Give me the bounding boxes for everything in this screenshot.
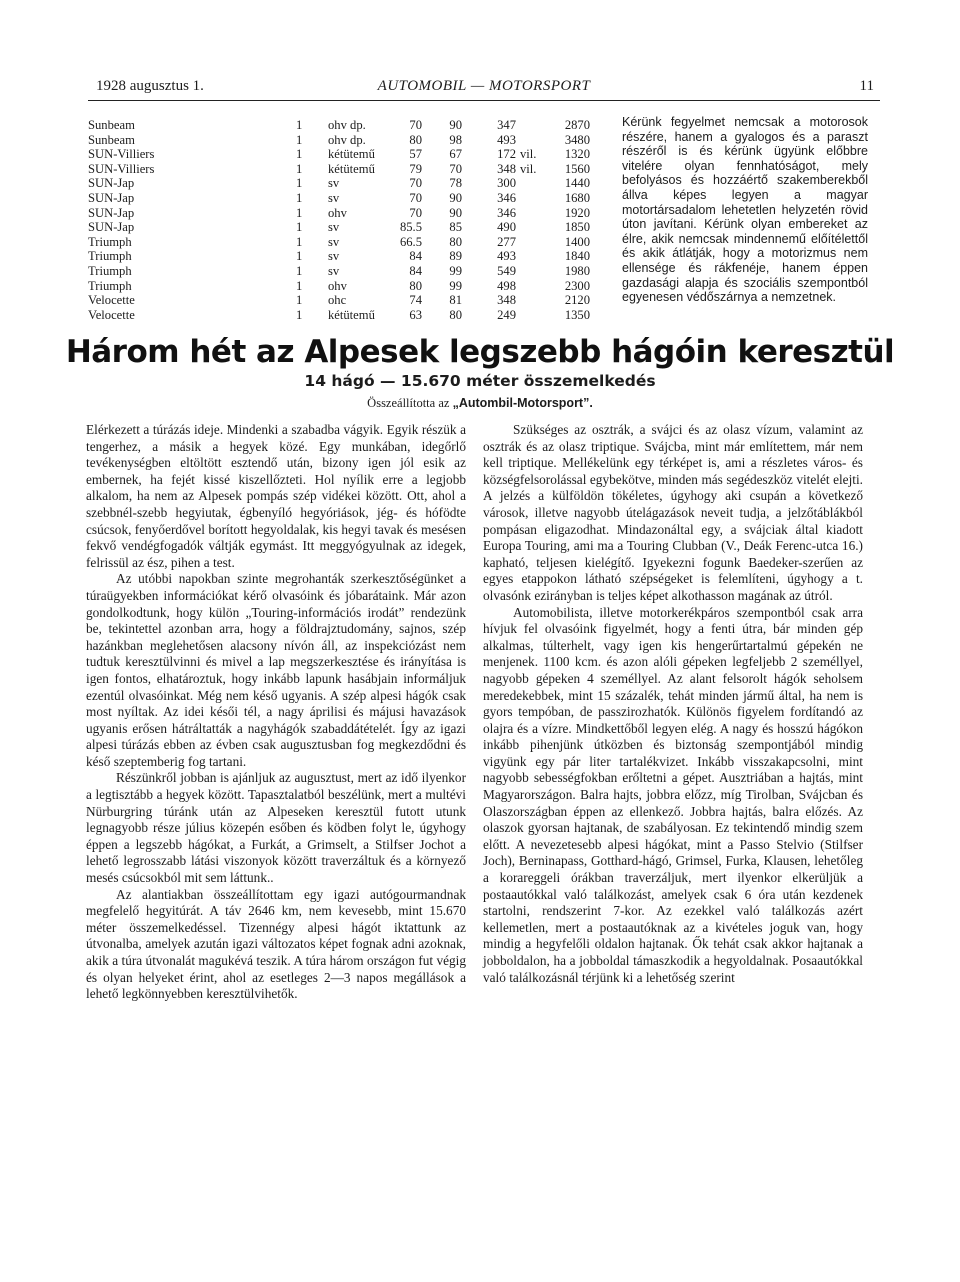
table-cell-cylinder-count: 1	[296, 307, 303, 322]
table-cell-model-name: Triumph	[88, 234, 132, 249]
table-cell-stroke-value: 90	[449, 118, 462, 132]
table-cell-cylinder-count: 1	[296, 176, 303, 191]
table-cell-model-name: SUN-Villiers	[88, 147, 155, 162]
table-cell-bore-value: 84	[409, 263, 422, 278]
table-row	[88, 235, 608, 250]
article-paragraph: Elérkezett a túrázás ideje. Mindenki a szabadba vágyik. Egyik részük a tengerhez, a másik a hegyek közé. Egy munkában, idegőrlő tevékenységben eltöltött esztendő után, bizony igen jól esik az embernek, ha fejét kissé kiszellőzteti. Hol nyílik erre a legjobb alkalom, ha nem az Alpesek pompás szép vidékei között. Ott, ahol a szebbnél-szebb hegyiutak, égbenyíló hegyóriások, jég- és hófödte csúcsok, fenyőerdővel borított hegyoldalak, kis hegyi tavak és mesésen fekvő vendégfogadók váltják egymást. Itt meggyógyulnak az idegek, felrissül az ész, pihen a test.	[86, 422, 466, 570]
table-cell-price-value: 1680	[564, 190, 590, 205]
table-cell-stroke-value: 98	[449, 132, 462, 147]
table-cell-bore-value: 70	[409, 205, 422, 220]
table-cell-bore-value: 80	[409, 278, 422, 293]
table-cell-bore-value: 63	[409, 307, 422, 322]
running-header	[88, 72, 880, 101]
page-number: 11	[859, 78, 874, 94]
table-cell-stroke-value: 99	[449, 278, 462, 293]
table-cell-displacement-value: 300	[497, 176, 516, 191]
table-cell-bore-value: 84	[409, 249, 422, 264]
table-cell-displacement-value: 346	[497, 190, 516, 205]
motorcycle-spec-table	[88, 118, 608, 322]
table-cell-cylinder-count: 1	[296, 190, 303, 205]
table-cell-bore-value: 70	[409, 176, 422, 191]
table-cell-price-value: 1850	[564, 220, 590, 235]
table-cell-stroke-value: 80	[449, 307, 462, 322]
table-cell-engine-type: sv	[328, 249, 340, 264]
table-cell-price-value: 3480	[564, 132, 590, 147]
table-row	[88, 118, 608, 133]
table-cell-engine-type: sv	[328, 176, 340, 191]
table-cell-engine-note: vil.	[520, 147, 537, 162]
table-cell-model-name: SUN-Jap	[88, 220, 135, 235]
table-cell-displacement-value: 498	[497, 278, 516, 293]
table-cell-displacement-value: 493	[497, 249, 516, 264]
table-cell-cylinder-count: 1	[296, 293, 303, 308]
table-cell-model-name: Velocette	[88, 307, 135, 322]
table-cell-cylinder-count: 1	[296, 161, 303, 176]
magazine-title: AUTOMOBIL — MOTORSPORT	[377, 78, 591, 94]
table-cell-price-value: 1980	[564, 263, 590, 278]
article-right-column	[483, 422, 863, 986]
table-cell-bore-value: 85.5	[399, 220, 422, 235]
table-cell-price-value: 1920	[564, 205, 590, 220]
table-cell-cylinder-count: 1	[296, 132, 303, 147]
table-cell-stroke-value: 67	[449, 147, 462, 162]
table-cell-engine-type: ohc	[328, 293, 347, 308]
table-cell-model-name: SUN-Jap	[88, 190, 135, 205]
table-row	[88, 191, 608, 206]
table-cell-engine-type: ohv	[328, 205, 347, 220]
table-cell-price-value: 1400	[564, 234, 590, 249]
table-row	[88, 147, 608, 162]
article-paragraph: Az utóbbi napokban szinte megrohanták szerkesztőségünket a túraügyekben információkat kérő olvasóink és jóbarátaink. Már azon gondolkodtunk, hogy külön „Touring-információs irodát” rendezünk be, tekintettel azonban arra, hogy a földrajztudomány, sajnos, szép hazánkban meglehetősen alacsony nívón áll, az inspekciózást nem tudtuk keresztülvinni és mivel a lap megszerkesztése és irányítása is igen fontos, elhatároztuk, hogy inkább lapunk hasábjain informáljuk ezentúl olvasóinkat. Még nem késő ugyanis. A szép alpesi hágók csak most nyíltak. Az idei késői tél, a nagy áprilisi és májusi havazások ugyanis erősen hátráltatták a nagyhágók szabaddátételét. Így az igazi alpesi túrázás ebben az évben csak augusztusban fog megkezdődni és késő szeptemberig fog tartani.	[86, 571, 466, 769]
table-cell-model-name: Triumph	[88, 263, 132, 278]
table-cell-displacement-value: 348	[497, 293, 516, 308]
table-cell-stroke-value: 85	[449, 220, 462, 235]
article-paragraph: Az alantiakban összeállítottam egy igazi autógourmandnak megfelelő hegyitúrát. A táv 2646 km, nem kevesebb, mint 15.670 méter összemelkedéssel. Tizennégy alpesi hágót iktattunk az útvonalba, amelyek azután igazi változatos képet fognak adni azoknak, akik a túra útvonalát magukévá teszik. A túra három országon fut végig és olyan helyeket érint, ahol az esetleges 2—3 napos megállások a lehető legkönnyebben keresztülvihetők.	[86, 886, 466, 1002]
table-cell-stroke-value: 81	[449, 293, 462, 308]
table-cell-price-value: 2300	[564, 278, 590, 293]
article-paragraph: Automobilista, illetve motorkerékpáros szempontból csak arra hívjuk fel olvasóink figyelmét, hogy a fenti útra, bár minden gép alkalmas, túlterhelt, vagy igen kis hengerűrtartalmú gépekén ne menjenek. 1100 kcm. és azon alóli gépeken legfeljebb 2 személlyel, nagyobb gépeken 4 személlyel. Az alant felsorolt hágók seholsem meredekebbek, mint 15 százalék, tehát minden jármű által, ha nem is gyors tempóban, de passzirozhatók. Különös figyelem fordítandó az olajra és a vízre. Mindkettőből legyen elég. A nagy és hosszú hágókon inkább pihenjünk útközben és biztonság szempontjából mindig vigyünk egy pár liter tartalékvizet. Inkább visszakapcsolni, mint nagyobb sebességfokban erőltetni a gépet. Ausztriában a hajtás, mint Magyarországon. Balra hajts, jobbra előzz, míg Tirolban, Svájcban és Olaszországban éppen az ellenkező. Jobbra hajtás, balra előzés. Az olaszok gyorsan hajtanak, de szabályosan. Ez tekintendő mindig szem előtt. A nevezetesebb alpesi hágókat, mint a Passo Stelvio (Stilfser Joch), Berninapass, Gotthard-hágó, Grimsel, Furka, Klausen, lehetőleg a korareggeli órákban traverzáljuk, mert ilyenkor elkerüljük a postaautókkal való találkozást, amelyek csak 6 óra után kezdenek startolni, rendszerint 7-kor. Az ezekkel való találkozás azért kellemetlen, mert a postaautóknak az a kivételes joguk van, hogy mindig a hegyfelőli oldalon hajtanak. Ők tehát csak akkor hajtanak a jobboldalon, ha a jobboldal támaszkodik a hegyoldalnak. Posaautókkal való találkozásnál térjünk ki a lehetőség szerint	[483, 604, 863, 985]
side-note-paragraph: Kérünk fegyelmet nemcsak a motorosok részére, hanem a gyalogos és a paraszt részéről is és kérünk ügyünk előbbre vitelére olyan fennhatóságot, mely befolyásos és hozzáértő szakemberekből állva képes legyen a magyar motortársadalom lehetetlen helyzetén rövid úton javítani. Kérünk olyan embereket az élre, akik nemcsak mindennemű előítélettől és akik átlátják, hogy a motorizmus nem ellensége és rákfenéje, hanem éppen gazdasági alapja és szociális szempontból egyenesen védőszárnya a nemzetnek.	[622, 115, 868, 305]
table-cell-bore-value: 70	[409, 190, 422, 205]
table-cell-cylinder-count: 1	[296, 249, 303, 264]
table-row	[88, 293, 608, 308]
table-row	[88, 220, 608, 235]
table-cell-displacement-value: 490	[497, 220, 516, 235]
table-cell-displacement-value: 277	[497, 234, 516, 249]
table-cell-stroke-value: 90	[449, 190, 462, 205]
table-cell-price-value: 1840	[564, 249, 590, 264]
table-cell-engine-type: ohv dp.	[328, 118, 366, 132]
table-cell-price-value: 1440	[564, 176, 590, 191]
table-cell-stroke-value: 70	[449, 161, 462, 176]
table-cell-engine-type: sv	[328, 263, 340, 278]
table-row	[88, 133, 608, 148]
table-cell-bore-value: 70	[409, 118, 422, 132]
table-cell-displacement-value: 347	[497, 118, 516, 132]
table-cell-model-name: SUN-Jap	[88, 205, 135, 220]
table-cell-stroke-value: 90	[449, 205, 462, 220]
table-cell-displacement-value: 549	[497, 263, 516, 278]
table-cell-bore-value: 80	[409, 132, 422, 147]
table-cell-bore-value: 79	[409, 161, 422, 176]
table-cell-displacement-value: 172	[497, 147, 516, 162]
table-cell-engine-type: sv	[328, 220, 340, 235]
table-row	[88, 279, 608, 294]
table-row	[88, 162, 608, 177]
table-cell-displacement-value: 249	[497, 307, 516, 322]
table-cell-cylinder-count: 1	[296, 234, 303, 249]
article-left-column	[86, 422, 466, 1003]
article-paragraph: Részünkről jobban is ajánljuk az augusztust, mert az idő ilyenkor a legtisztább a hegyek között. Tapasztalatból beszélünk, mert a multévi Nürburgring túránk után az Alpeseken keresztül futott utunk legnagyobb része július közepén esőben és ködben folyt le, úgyhogy éppen a legszebb hágókat, a Furkát, a Grimselt, a Stilfser Jochot a lehető legrosszabb látási viszonyok között traverzáltuk és a környező mesés csúcsokból mit sem láttunk..	[86, 770, 466, 886]
table-cell-stroke-value: 99	[449, 263, 462, 278]
table-row	[88, 176, 608, 191]
table-row	[88, 308, 608, 323]
table-cell-price-value: 2870	[564, 118, 590, 132]
table-cell-bore-value: 74	[409, 293, 422, 308]
table-cell-stroke-value: 80	[449, 234, 462, 249]
table-cell-model-name: Triumph	[88, 278, 132, 293]
issue-date: 1928 augusztus 1.	[96, 78, 204, 94]
table-cell-cylinder-count: 1	[296, 263, 303, 278]
table-cell-price-value: 1320	[564, 147, 590, 162]
table-cell-engine-note: vil.	[520, 161, 537, 176]
table-cell-price-value: 1560	[564, 161, 590, 176]
article-paragraph: Szükséges az osztrák, a svájci és az olasz vízum, valamint az osztrák és az olasz triptique. Svájcba, mint már említettem, már nem kell triptique. Mellékelünk egy térképet is, ami a részletes város- és községfelsorolással egybekötve, minden más segédeszköz vitelét elejti. A jelzés a külföldön tökéletes, úgyhogy aki csupán a következő városok, illetve nagyobb útelágazások neveit tudja, a jelzőtáblákból pompásan eligazodhat. Mindazonáltal egy, a svájciak által kiadott Europa Touring, ami ma a Touring Clubban (V., Deák Ferenc-utca 16.) kapható, teljesen kielégítő. Igyekezni fogunk Baedeker-szerűen az egyes etappokon látható szépségeket is felemlíteni, úgyhogy a t. olvasónk ezirányban is teljes képet alkothasson magának az útról.	[483, 422, 863, 603]
table-row	[88, 206, 608, 221]
table-cell-bore-value: 66.5	[399, 234, 422, 249]
article-subheadline: 14 hágó — 15.670 méter összemelkedés	[304, 372, 656, 390]
table-cell-bore-value: 57	[409, 147, 422, 162]
table-cell-price-value: 2120	[564, 293, 590, 308]
table-cell-engine-type: ohv dp.	[328, 132, 366, 147]
table-cell-engine-type: kétütemű	[328, 307, 375, 322]
table-cell-model-name: Sunbeam	[88, 132, 135, 147]
table-cell-displacement-value: 346	[497, 205, 516, 220]
table-cell-engine-type: kétütemű	[328, 147, 375, 162]
credit-source: „Autombil-Motorsport”.	[452, 396, 593, 410]
table-cell-cylinder-count: 1	[296, 278, 303, 293]
table-cell-cylinder-count: 1	[296, 118, 303, 132]
article-credit	[60, 396, 900, 411]
table-cell-cylinder-count: 1	[296, 147, 303, 162]
table-cell-engine-type: ohv	[328, 278, 347, 293]
table-cell-displacement-value: 493	[497, 132, 516, 147]
table-cell-stroke-value: 78	[449, 176, 462, 191]
table-row	[88, 249, 608, 264]
table-cell-stroke-value: 89	[449, 249, 462, 264]
table-cell-model-name: Triumph	[88, 249, 132, 264]
table-cell-price-value: 1350	[564, 307, 590, 322]
table-cell-model-name: Velocette	[88, 293, 135, 308]
table-cell-engine-type: sv	[328, 234, 340, 249]
table-cell-model-name: SUN-Jap	[88, 176, 135, 191]
article-headline: Három hét az Alpesek legszebb hágóin keresztül	[65, 334, 895, 370]
table-cell-displacement-value: 348	[497, 161, 516, 176]
table-cell-cylinder-count: 1	[296, 220, 303, 235]
table-cell-engine-type: kétütemű	[328, 161, 375, 176]
table-cell-engine-type: sv	[328, 190, 340, 205]
table-cell-cylinder-count: 1	[296, 205, 303, 220]
credit-prefix: Összeállította az	[367, 396, 450, 410]
table-cell-model-name: Sunbeam	[88, 118, 135, 132]
table-cell-model-name: SUN-Villiers	[88, 161, 155, 176]
table-row	[88, 264, 608, 279]
